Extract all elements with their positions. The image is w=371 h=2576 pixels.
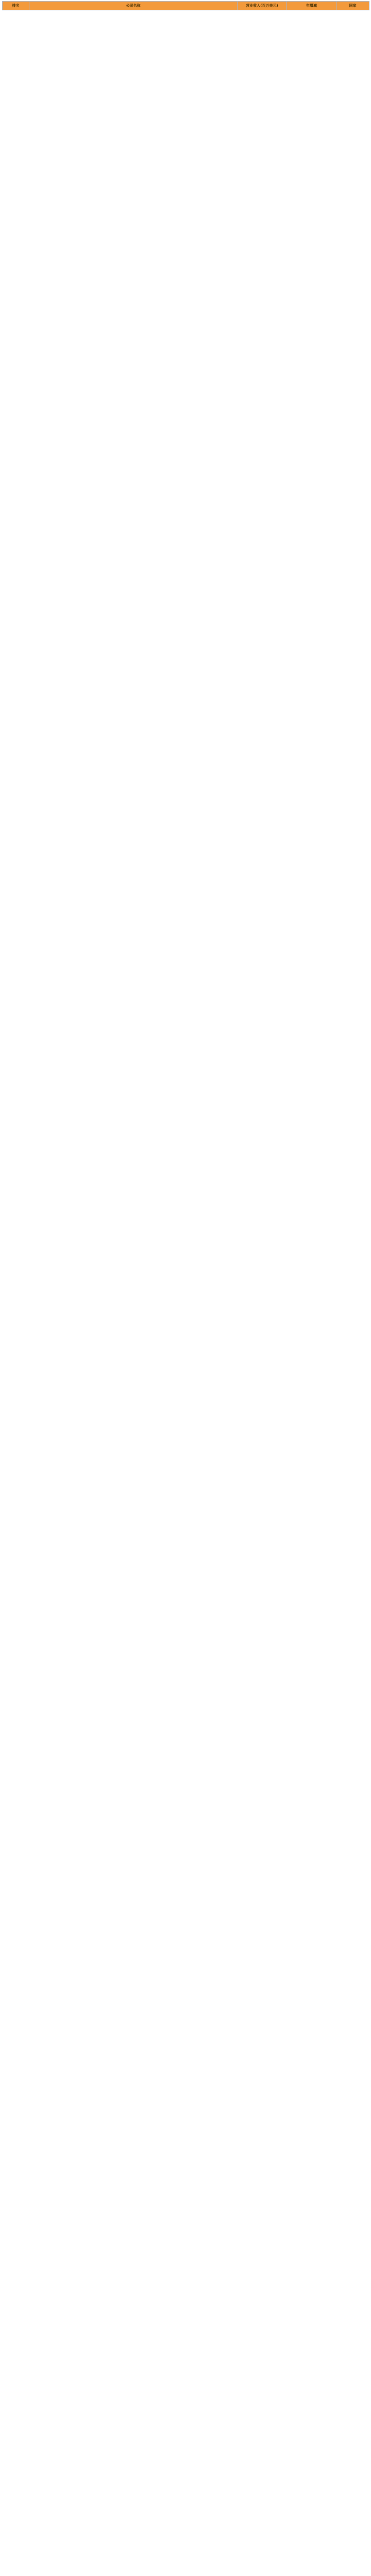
table-header-row	[3, 2, 369, 10]
ranking-table	[2, 1, 369, 10]
header-company: 公司名称	[29, 2, 238, 10]
header-change: 年增减	[287, 2, 336, 10]
header-rank: 排名	[3, 2, 29, 10]
header-revenue: 营业收入(百万美元)	[238, 2, 287, 10]
header-country: 国家	[336, 2, 369, 10]
